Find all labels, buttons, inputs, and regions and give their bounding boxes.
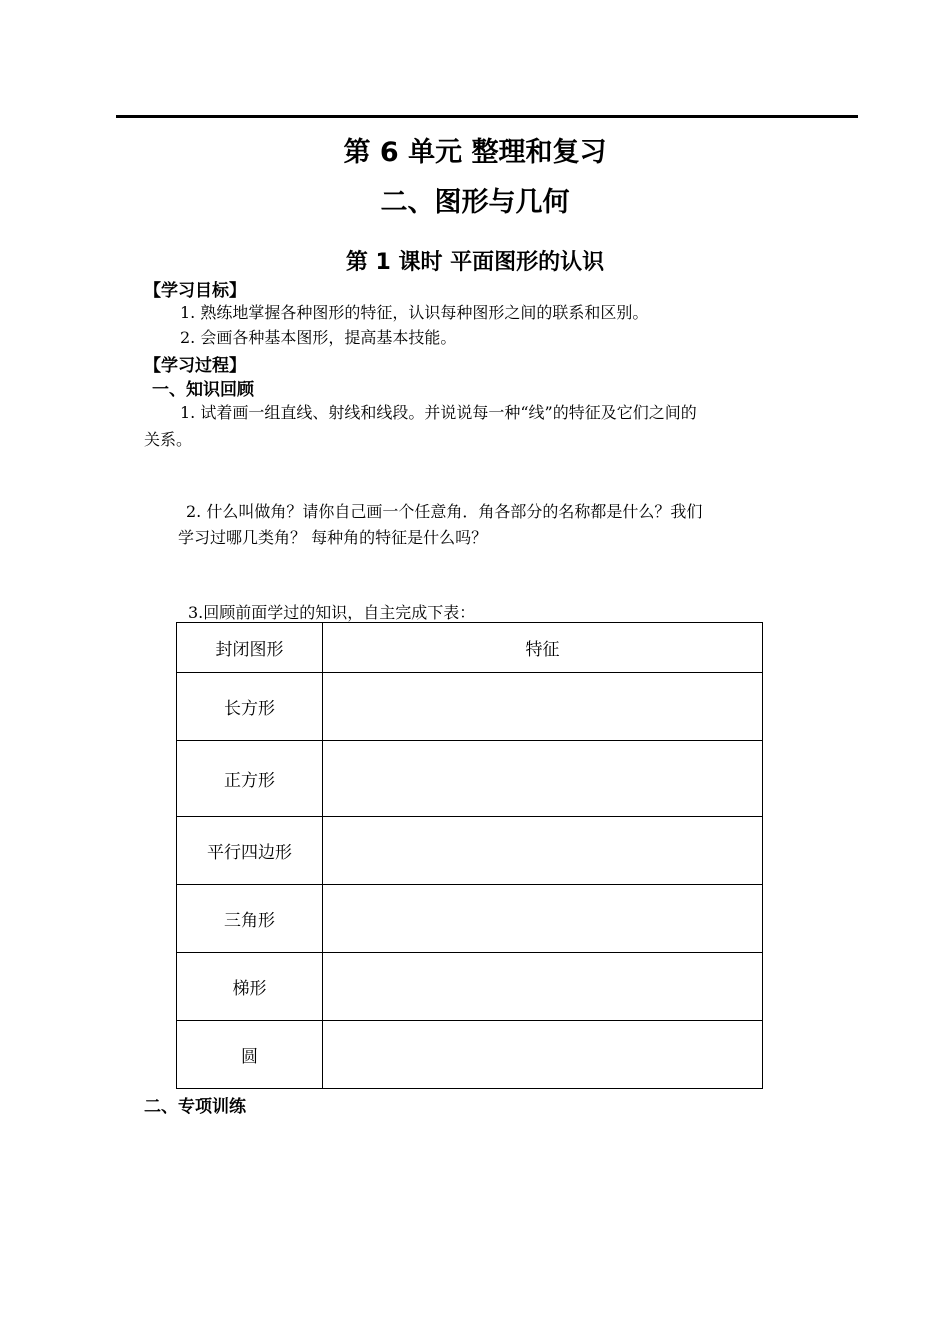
table-cell-shape: 梯形 <box>177 953 323 1021</box>
unit-title: 第 6 单元 整理和复习 <box>343 137 607 168</box>
table-header-row <box>177 623 763 673</box>
table-cell-feature-blank[interactable] <box>323 885 763 953</box>
goals-heading: 【学习目标】 <box>144 281 246 301</box>
table-row <box>177 1021 763 1089</box>
table-cell-feature-blank[interactable] <box>323 673 763 741</box>
shapes-table <box>176 622 763 1089</box>
lesson-title: 第 1 课时 平面图形的认识 <box>345 250 605 275</box>
table-cell-shape: 长方形 <box>177 673 323 741</box>
table-cell-shape: 正方形 <box>177 741 323 817</box>
special-training-heading: 二、专项训练 <box>144 1097 246 1117</box>
section-title: 二、图形与几何 <box>380 187 570 218</box>
table-row <box>177 741 763 817</box>
goal-item-1: 1. 熟练地掌握各种图形的特征，认识每种图形之间的联系和区别。 <box>180 303 649 322</box>
table-cell-feature-blank[interactable] <box>323 953 763 1021</box>
table-cell-feature-blank[interactable] <box>323 1021 763 1089</box>
table-cell-feature-blank[interactable] <box>323 817 763 885</box>
question-2-line-2: 学习过哪几类角？ 每种角的特征是什么吗？ <box>178 528 488 547</box>
table-cell-shape: 平行四边形 <box>177 817 323 885</box>
question-1-line-1: 1. 试着画一组直线、射线和线段。并说说每一种“线”的特征及它们之间的 <box>180 403 697 422</box>
table-row <box>177 817 763 885</box>
table-header-feature: 特征 <box>323 623 763 673</box>
table-row <box>177 885 763 953</box>
question-1-line-2: 关系。 <box>144 430 193 449</box>
question-2-line-1: 2. 什么叫做角？请你自己画一个任意角．角各部分的名称都是什么？我们 <box>186 502 703 521</box>
process-heading: 【学习过程】 <box>144 356 246 376</box>
table-cell-shape: 圆 <box>177 1021 323 1089</box>
knowledge-review-heading: 一、知识回顾 <box>152 380 254 400</box>
table-row <box>177 673 763 741</box>
table-cell-feature-blank[interactable] <box>323 741 763 817</box>
table-header-shape: 封闭图形 <box>177 623 323 673</box>
top-rule <box>116 115 858 118</box>
goal-item-2: 2. 会画各种基本图形，提高基本技能。 <box>180 328 457 347</box>
question-3: 3.回顾前面学过的知识，自主完成下表： <box>188 603 476 622</box>
table-row <box>177 953 763 1021</box>
table-cell-shape: 三角形 <box>177 885 323 953</box>
